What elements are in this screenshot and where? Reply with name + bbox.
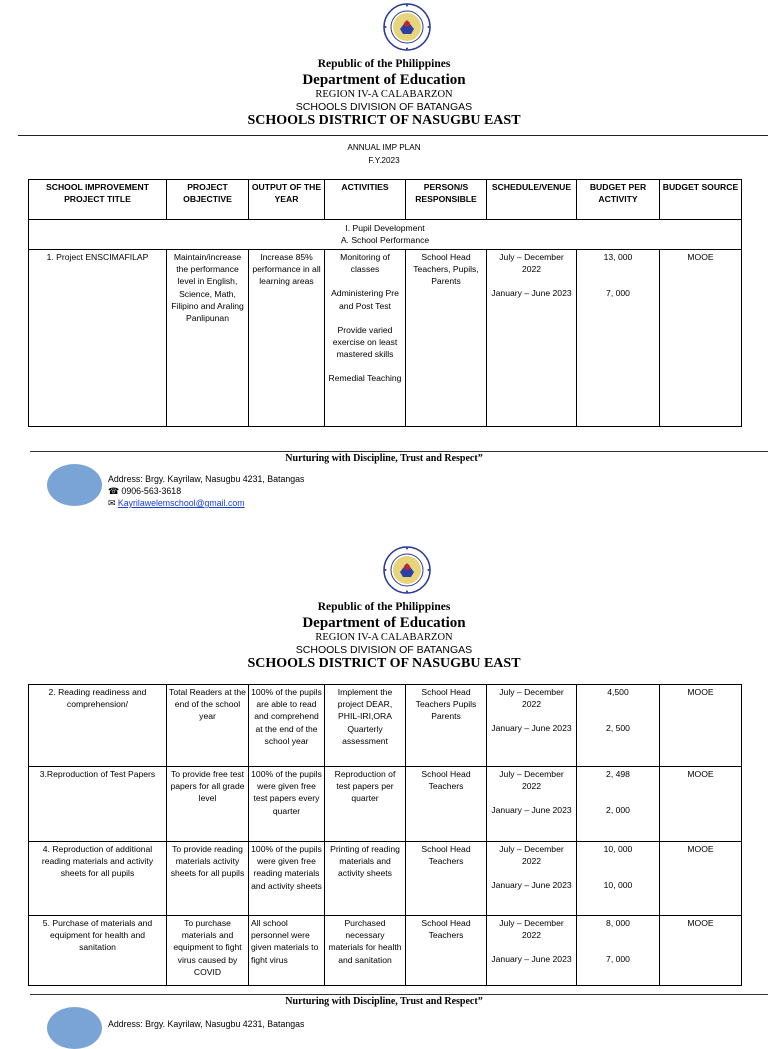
footer-rule <box>30 451 768 452</box>
division-line: SCHOOLS DIVISION OF BATANGAS <box>295 101 473 113</box>
table-row <box>29 916 742 986</box>
budget-first: 2, 498 <box>606 769 630 779</box>
email-link[interactable]: Kayrilawelemschool@gmail.com <box>117 498 245 508</box>
district-line: SCHOOLS DISTRICT OF NASUGBU EAST <box>247 113 521 128</box>
activity-item: Remedial Teaching <box>328 373 402 384</box>
region-line: REGION IV-A CALABARZON <box>315 89 453 100</box>
division-line: SCHOOLS DIVISION OF BATANGAS <box>295 644 473 656</box>
header-rule <box>18 135 768 136</box>
republic-line: Republic of the Philippines <box>317 58 451 70</box>
table-row <box>29 685 742 767</box>
activities-cell: Reproduction of test papers per quarter <box>325 767 406 842</box>
budget-cell <box>577 250 660 427</box>
address-text: Address: Brgy. Kayrilaw, Nasugbu 4231, Batangas <box>108 474 305 484</box>
address-block <box>108 1018 304 1030</box>
schedule-second: January – June 2023 <box>491 954 572 965</box>
persons-cell: School Head Teachers <box>406 916 487 986</box>
schedule-cell <box>487 916 577 986</box>
budget-first: 10, 000 <box>603 844 633 854</box>
persons-cell: School Head Teachers, Pupils, Parents <box>406 250 487 427</box>
persons-cell: School Head Teachers <box>406 842 487 916</box>
budget-first: 13, 000 <box>603 252 633 262</box>
schedule-cell <box>487 685 577 767</box>
deped-seal-icon <box>382 545 432 595</box>
table-header-row <box>29 180 742 220</box>
school-logo-placeholder <box>47 1007 102 1049</box>
budget-first: 8, 000 <box>606 918 630 928</box>
output-cell: 100% of the pupils are able to read and comprehend at the end of the school year <box>249 685 325 767</box>
output-cell: 100% of the pupils were given free reading materials and activity sheets <box>249 842 325 916</box>
objective-cell: Maintain/increase the performance level in English, Science, Math, Filipino and Araling Panlipunan <box>167 250 249 427</box>
schedule-cell <box>487 842 577 916</box>
mail-icon: ✉ <box>108 498 116 508</box>
table-row <box>29 250 742 427</box>
footer-rule <box>30 994 768 995</box>
output-cell: All school personnel were given materials to fight virus <box>249 916 325 986</box>
budget-second: 2, 500 <box>606 723 630 734</box>
column-header: SCHEDULE/VENUE <box>487 180 577 220</box>
plan-fy: F.Y.2023 <box>368 156 400 165</box>
table-row <box>29 767 742 842</box>
schedule-cell <box>487 767 577 842</box>
budget-first: 4,500 <box>607 687 629 697</box>
column-header: ACTIVITIES <box>325 180 406 220</box>
section-row <box>29 220 742 250</box>
source-cell: MOOE <box>660 767 742 842</box>
project-title-cell: 3.Reproduction of Test Papers <box>29 767 167 842</box>
republic-line: Republic of the Philippines <box>317 601 451 613</box>
phone-icon: ☎ <box>108 486 119 496</box>
schedule-second: January – June 2023 <box>491 723 572 734</box>
email-line <box>108 497 304 509</box>
department-line: Department of Education <box>302 72 466 88</box>
activity-item: Administering Pre and Post Test <box>331 288 399 311</box>
objective-cell: To purchase materials and equipment to fight virus caused by COVID <box>167 916 249 986</box>
region-line: REGION IV-A CALABARZON <box>315 632 453 643</box>
budget-cell <box>577 842 660 916</box>
plan-table-page1 <box>28 179 742 427</box>
column-header: PERSON/S RESPONSIBLE <box>406 180 487 220</box>
activity-item: Monitoring of classes <box>340 252 390 275</box>
column-header: BUDGET PER ACTIVITY <box>577 180 660 220</box>
budget-cell <box>577 916 660 986</box>
activity-item: Provide varied exercise on least mastered skills <box>332 324 398 360</box>
source-cell: MOOE <box>660 685 742 767</box>
motto: Nurturing with Discipline, Trust and Respect” <box>285 996 483 1007</box>
budget-cell <box>577 685 660 767</box>
schedule-second: January – June 2023 <box>491 288 572 299</box>
activities-cell <box>325 250 406 427</box>
phone-number: 0906-563-3618 <box>121 486 182 496</box>
column-header: BUDGET SOURCE <box>660 180 742 220</box>
district-line: SCHOOLS DISTRICT OF NASUGBU EAST <box>247 656 521 671</box>
budget-second: 7, 000 <box>606 954 630 965</box>
project-title-cell: 4. Reproduction of additional reading materials and activity sheets for all pupils <box>29 842 167 916</box>
project-title-cell: 1. Project ENSCIMAFILAP <box>29 250 167 427</box>
section-title: I. Pupil Development <box>345 223 425 233</box>
motto: Nurturing with Discipline, Trust and Respect” <box>285 453 483 464</box>
budget-second: 2, 000 <box>606 805 630 816</box>
activities-cell: Purchased necessary materials for health and sanitation <box>325 916 406 986</box>
column-header: SCHOOL IMPROVEMENT PROJECT TITLE <box>29 180 167 220</box>
department-line: Department of Education <box>302 615 466 631</box>
address-text: Address: Brgy. Kayrilaw, Nasugbu 4231, Batangas <box>108 1019 305 1029</box>
table-row <box>29 842 742 916</box>
project-title-cell: 2. Reading readiness and comprehension/ <box>29 685 167 767</box>
schedule-first: July – December 2022 <box>499 918 564 941</box>
phone-line <box>108 485 304 497</box>
source-cell: MOOE <box>660 250 742 427</box>
schedule-first: July – December 2022 <box>499 844 564 867</box>
plan-title: ANNUAL IMP PLAN <box>347 143 421 152</box>
schedule-cell <box>487 250 577 427</box>
schedule-first: July – December 2022 <box>499 769 564 792</box>
address-block <box>108 473 304 509</box>
output-cell: Increase 85% performance in all learning areas <box>249 250 325 427</box>
project-title-cell: 5. Purchase of materials and equipment for health and sanitation <box>29 916 167 986</box>
schedule-first: July – December 2022 <box>499 252 564 275</box>
source-cell: MOOE <box>660 842 742 916</box>
source-cell: MOOE <box>660 916 742 986</box>
subsection-title: A. School Performance <box>340 235 430 246</box>
budget-second: 7, 000 <box>606 288 630 299</box>
objective-cell: To provide reading materials activity sheets for all pupils <box>167 842 249 916</box>
column-header: PROJECT OBJECTIVE <box>167 180 249 220</box>
plan-table-page2 <box>28 684 742 986</box>
column-header: OUTPUT OF THE YEAR <box>249 180 325 220</box>
activities-cell: Implement the project DEAR, PHIL-IRI,ORA Quarterly assessment <box>325 685 406 767</box>
output-cell: 100% of the pupils were given free test papers every quarter <box>249 767 325 842</box>
schedule-first: July – December 2022 <box>499 687 564 710</box>
persons-cell: School Head Teachers Pupils Parents <box>406 685 487 767</box>
school-logo-placeholder <box>47 464 102 506</box>
objective-cell: To provide free test papers for all grade level <box>167 767 249 842</box>
persons-cell: School Head Teachers <box>406 767 487 842</box>
budget-second: 10, 000 <box>603 880 633 891</box>
deped-seal-icon <box>382 2 432 52</box>
objective-cell: Total Readers at the end of the school year <box>167 685 249 767</box>
schedule-second: January – June 2023 <box>491 805 572 816</box>
budget-cell <box>577 767 660 842</box>
schedule-second: January – June 2023 <box>491 880 572 891</box>
activities-cell: Printing of reading materials and activity sheets <box>325 842 406 916</box>
